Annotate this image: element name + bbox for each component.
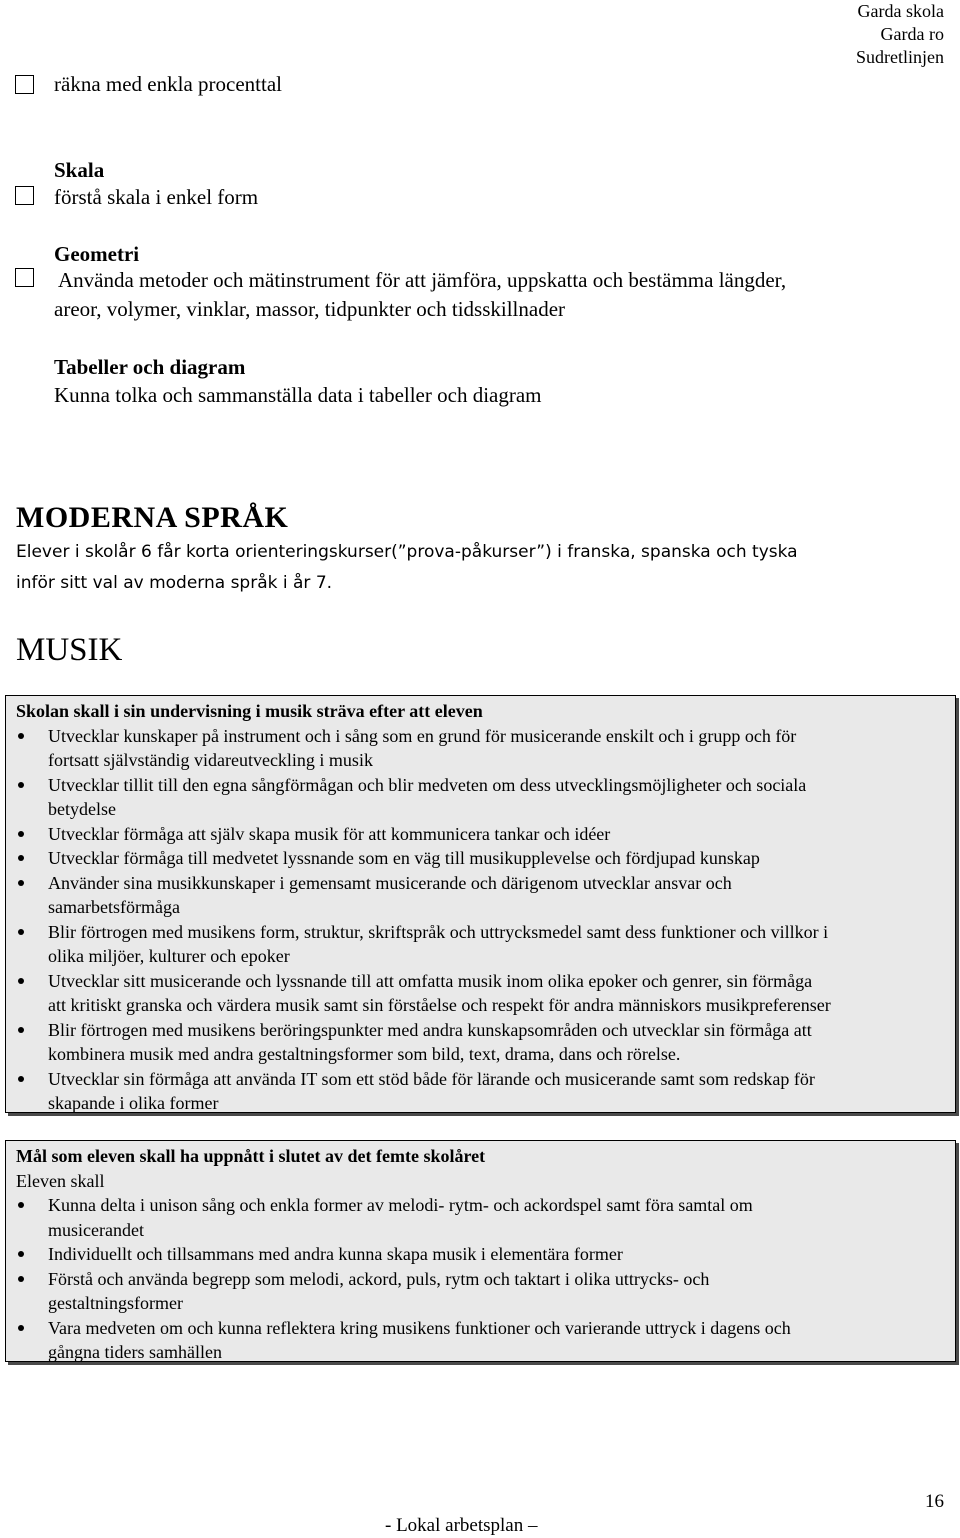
list-item-line: samarbetsförmåga: [48, 897, 180, 917]
list-item: [16, 1316, 947, 1365]
geometri-heading: Geometri: [54, 242, 140, 266]
header-line-1: Garda skola: [857, 1, 944, 21]
list-item: [16, 822, 947, 847]
list-item: [16, 1067, 947, 1116]
item-procent: räkna med enkla procenttal: [54, 72, 282, 96]
geometri-item-line2: areor, volymer, vinklar, massor, tidpunkter och tidsskillnader: [54, 297, 566, 321]
list-item-line: Utvecklar sin förmåga att använda IT som ett stöd både för lärande och musicerande samt som redskap för: [48, 1068, 815, 1089]
list-item-line: Använder sina musikkunskaper i gemensamt musicerande och därigenom utvecklar ansvar och: [48, 872, 732, 893]
list-item-line: betydelse: [48, 799, 116, 819]
list-item-line: kombinera musik med andra gestaltningsformer som bild, text, drama, dans och rörelse.: [48, 1044, 681, 1064]
skala-item: förstå skala i enkel form: [54, 185, 259, 209]
list-item-line: Utvecklar sitt musicerande och lyssnande till att omfatta musik inom olika epoker och genrer, sin förmåga: [48, 970, 813, 991]
box2-list: [16, 1193, 947, 1365]
tabeller-text: Kunna tolka och sammanställa data i tabeller och diagram: [54, 383, 542, 407]
moderna-line-1: Elever i skolår 6 får korta orienteringskurser(”prova-påkurser”) i franska, spanska och tyska: [16, 542, 798, 562]
list-item-line: gestaltningsformer: [48, 1293, 183, 1313]
list-item-line: Utvecklar tillit till den egna sångförmågan och blir medveten om dess utvecklingsmöjligheter och sociala: [48, 774, 807, 795]
list-item: [16, 1242, 947, 1267]
list-item-line: Utvecklar förmåga till medvetet lyssnande som en väg till musikupplevelse och fördjupad kunskap: [48, 848, 760, 868]
list-item: [16, 724, 947, 773]
list-item: [16, 920, 947, 969]
list-item: [16, 1193, 947, 1242]
list-item-line: att kritiskt granska och värdera musik samt sin förståelse och respekt för andra människors musikpreferenser: [48, 995, 831, 1015]
header-school-info: [856, 0, 944, 69]
moderna-heading: MODERNA SPRÅK: [16, 501, 289, 534]
musik-goals-box: [5, 1140, 956, 1362]
box2-title: Mål som eleven skall ha uppnått i slutet av det femte skolåret: [16, 1146, 486, 1166]
list-item-line: musicerandet: [48, 1219, 144, 1240]
header-line-3: Sudretlinjen: [856, 47, 944, 67]
list-item: [16, 871, 947, 920]
list-item: [16, 846, 947, 871]
list-item-line: Förstå och använda begrepp som melodi, ackord, puls, rytm och taktart i olika uttrycks- och: [48, 1268, 710, 1289]
list-item-line: gångna tiders samhällen: [48, 1342, 222, 1362]
list-item: [16, 1018, 947, 1067]
list-item-line: Utvecklar förmåga att själv skapa musik för att kommunicera tankar och idéer: [48, 823, 611, 844]
moderna-text: [16, 537, 946, 599]
header-line-2: Garda ro: [880, 24, 944, 44]
page-number: 16: [925, 1491, 944, 1512]
tabeller-heading: Tabeller och diagram: [54, 355, 246, 379]
list-item: [16, 1267, 947, 1316]
checkbox-geometri[interactable]: [15, 268, 34, 287]
checkbox-procent[interactable]: [15, 75, 34, 94]
list-item-line: Individuellt och tillsammans med andra kunna skapa musik i elementära former: [48, 1244, 623, 1264]
list-item-line: fortsatt självständig vidareutveckling i musik: [48, 750, 373, 770]
checkbox-skala[interactable]: [15, 186, 34, 205]
list-item-line: Blir förtrogen med musikens beröringspunkter med andra kunskapsområden och utvecklar sin förmåga att: [48, 1019, 812, 1040]
box1-title: Skolan skall i sin undervisning i musik sträva efter att eleven: [16, 701, 483, 721]
list-item-line: Blir förtrogen med musikens form, struktur, skriftspråk och uttrycksmedel samt dess funktioner och villkor i: [48, 921, 829, 942]
list-item-line: skapande i olika former: [48, 1093, 219, 1113]
footer-text: - Lokal arbetsplan –: [385, 1515, 538, 1536]
box2-subtitle: Eleven skall: [16, 1170, 105, 1191]
list-item: [16, 773, 947, 822]
box1-list: [16, 724, 947, 1116]
list-item-line: olika miljöer, kulturer och epoker: [48, 946, 290, 966]
musik-strive-box: [5, 695, 956, 1113]
list-item: [16, 969, 947, 1018]
list-item-line: Vara medveten om och kunna reflektera kring musikens funktioner och varierande uttryck i dagens och: [48, 1317, 791, 1338]
geometri-item-line1: Använda metoder och mätinstrument för att jämföra, uppskatta och bestämma längder,: [58, 268, 787, 292]
list-item-line: Utvecklar kunskaper på instrument och i sång som en grund för musicerande enskilt och i grupp och för: [48, 725, 797, 746]
list-item-line: Kunna delta i unison sång och enkla former av melodi- rytm- och ackordspel samt föra samtal om: [48, 1195, 753, 1215]
moderna-line-2: inför sitt val av moderna språk i år 7.: [16, 573, 333, 593]
musik-heading: MUSIK: [16, 632, 123, 668]
skala-heading: Skala: [54, 158, 105, 182]
